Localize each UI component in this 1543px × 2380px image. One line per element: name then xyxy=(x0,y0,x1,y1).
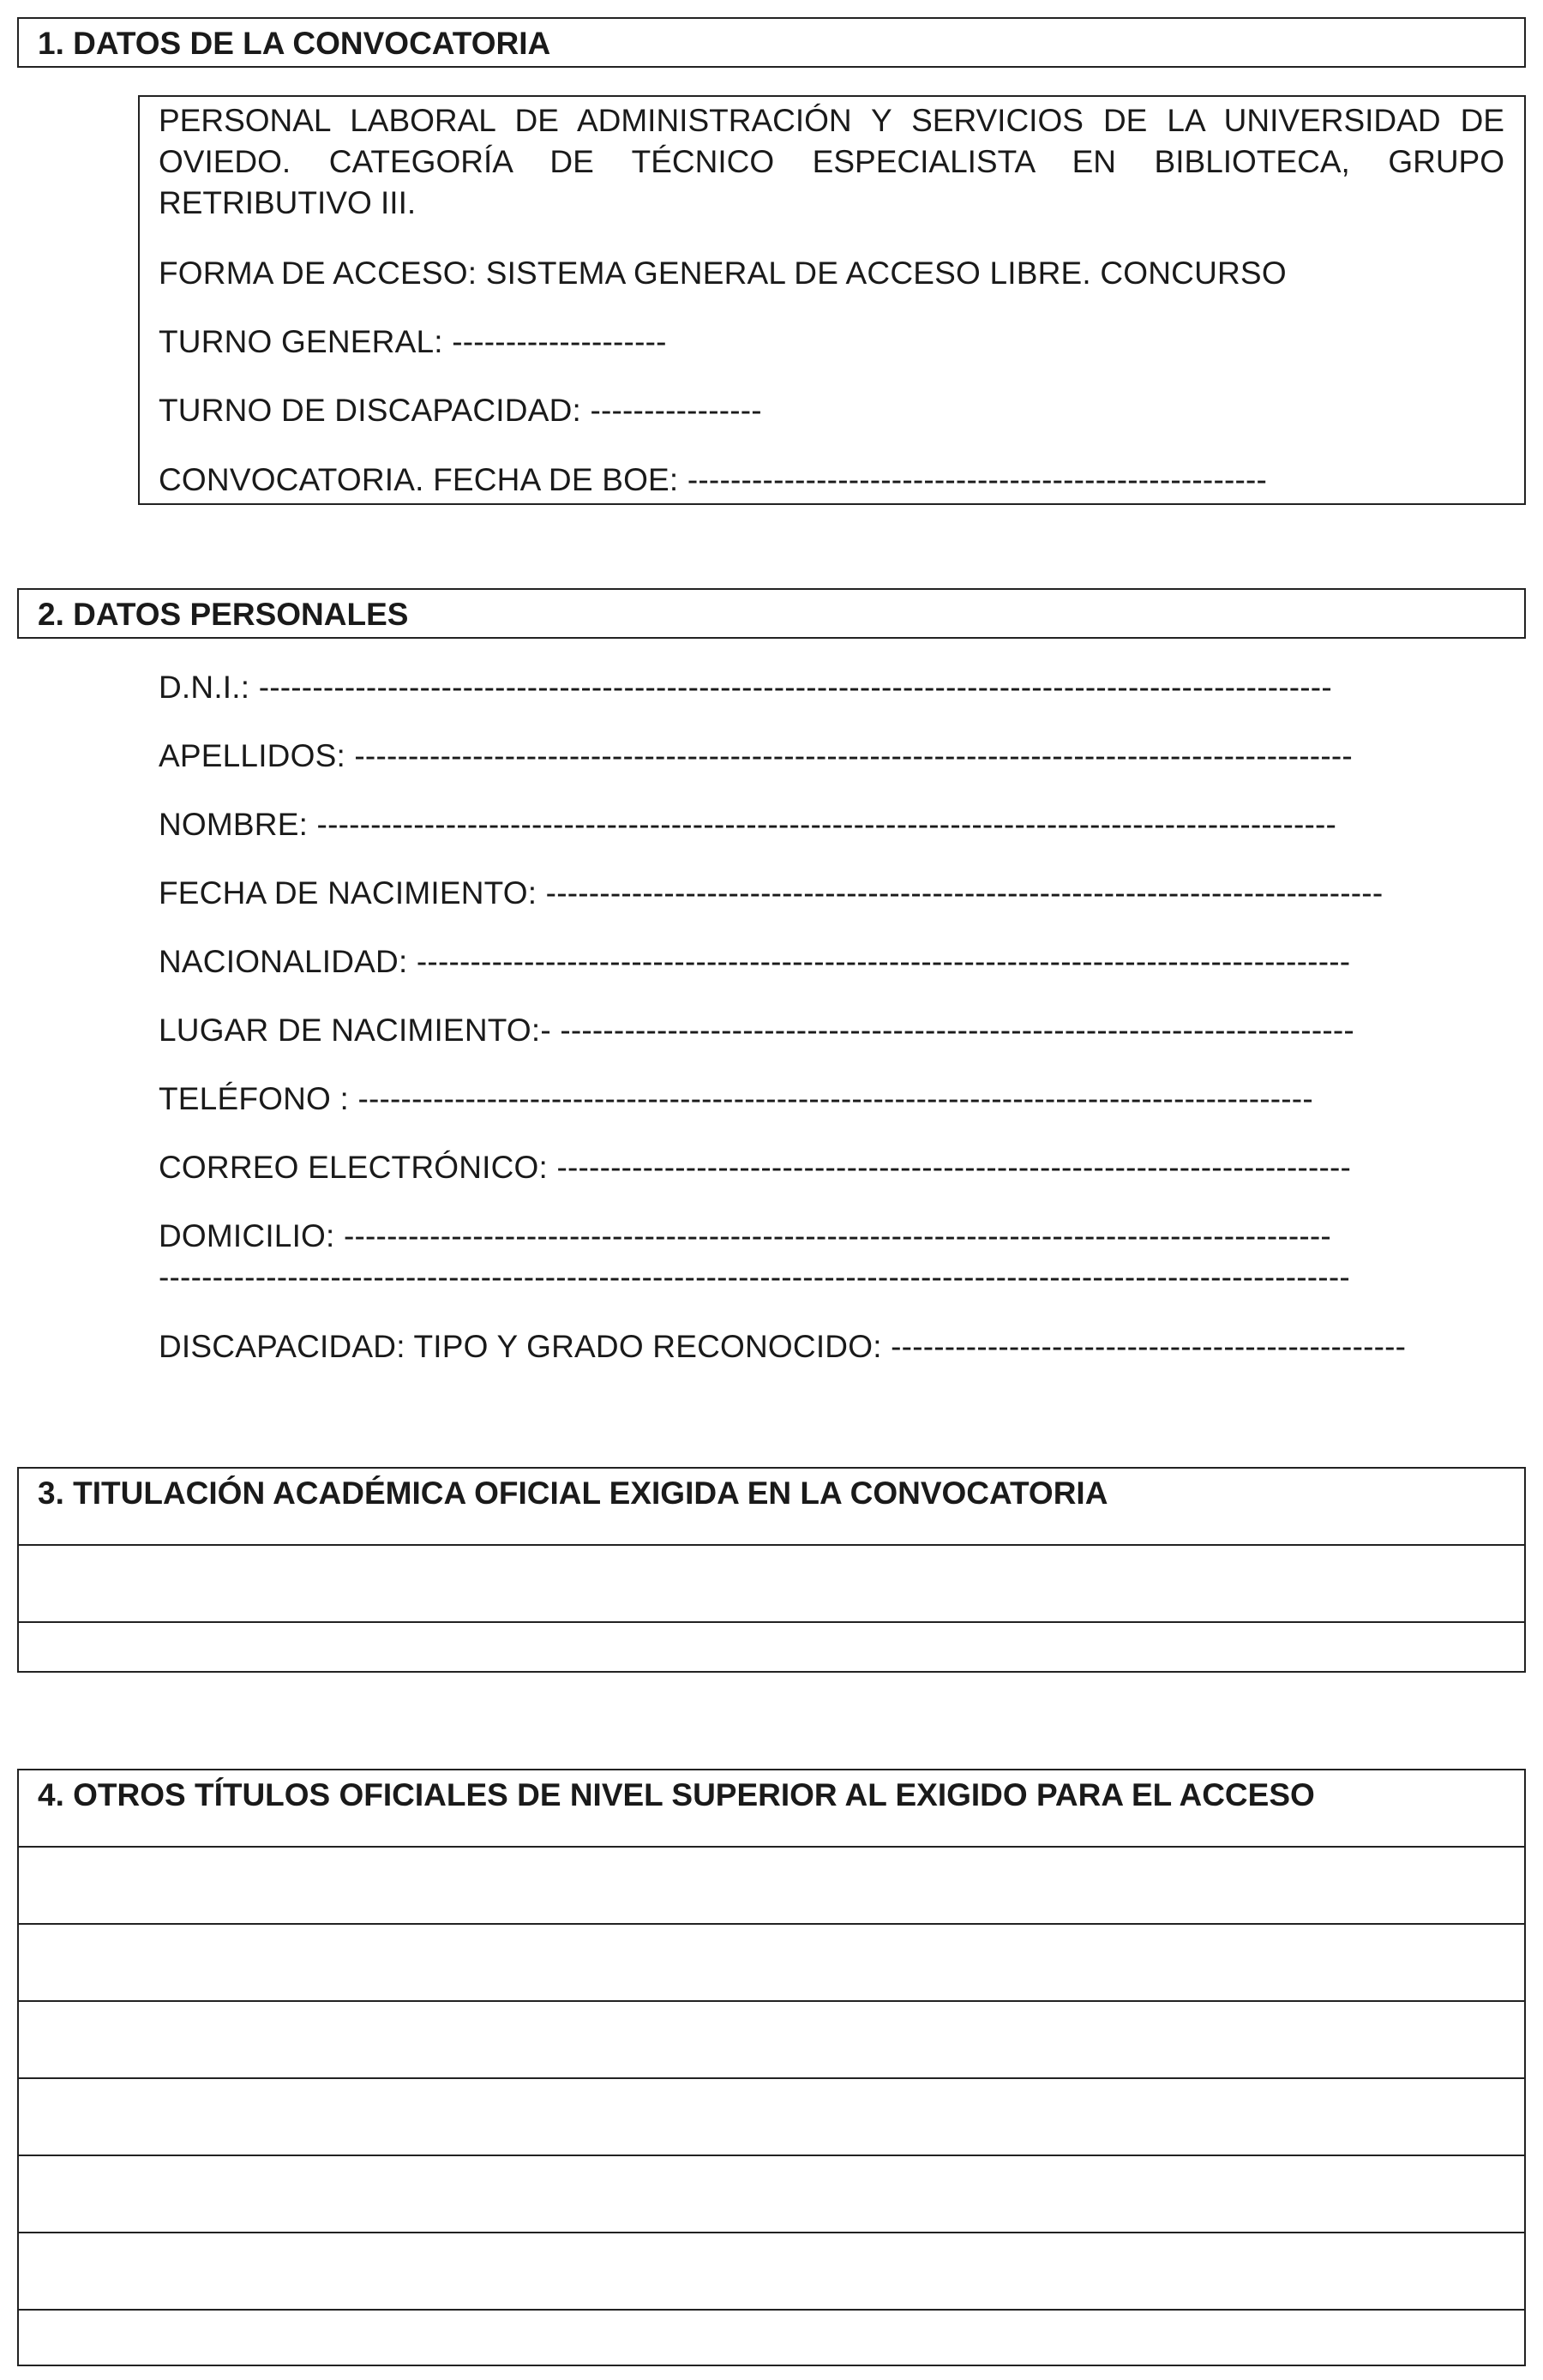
section-3-table xyxy=(17,1467,1526,1673)
section-1-title: 1. DATOS DE LA CONVOCATORIA xyxy=(38,26,551,61)
correo-electronico-field[interactable]: CORREO ELECTRÓNICO: -------------------------------------------------------------------------- xyxy=(159,1150,1352,1185)
otros-titulos-row-3[interactable] xyxy=(19,2002,1524,2077)
otros-titulos-row-5[interactable] xyxy=(19,2156,1524,2232)
apellidos-field[interactable]: APELLIDOS: --------------------------------------------------------------------------------------------- xyxy=(159,738,1353,773)
nombre-field[interactable]: NOMBRE: ----------------------------------------------------------------------------------------------- xyxy=(159,807,1337,842)
convocatoria-description: PERSONAL LABORAL DE ADMINISTRACIÓN Y SERVICIOS DE LA UNIVERSIDAD DE OVIEDO. CATEGORÍA DE TÉCNICO ESPECIALISTA EN BIBLIOTECA, GRUPO RETRIBUTIVO III. xyxy=(159,103,1504,220)
turno-discapacidad-field[interactable]: TURNO DE DISCAPACIDAD: ---------------- xyxy=(159,393,762,428)
otros-titulos-row-7[interactable] xyxy=(19,2311,1524,2365)
otros-titulos-row-6[interactable] xyxy=(19,2233,1524,2309)
otros-titulos-row-2[interactable] xyxy=(19,1925,1524,2000)
section-4-table xyxy=(17,1769,1526,2366)
lugar-nacimiento-field[interactable]: LUGAR DE NACIMIENTO:- -------------------------------------------------------------------------- xyxy=(159,1013,1354,1048)
nacionalidad-field[interactable]: NACIONALIDAD: --------------------------------------------------------------------------------------- xyxy=(159,944,1351,979)
domicilio-field[interactable]: DOMICILIO: -------------------------------------------------------------------------------------------- xyxy=(159,1218,1331,1253)
section-1-header xyxy=(17,17,1526,68)
fecha-nacimiento-field[interactable]: FECHA DE NACIMIENTO: ------------------------------------------------------------------------------ xyxy=(159,875,1384,911)
domicilio-field-line2[interactable]: --------------------------------------------------------------------------------------------------------------- xyxy=(159,1259,1350,1295)
telefono-field[interactable]: TELÉFONO : ----------------------------------------------------------------------------------------- xyxy=(159,1081,1313,1116)
forma-acceso-field[interactable]: FORMA DE ACCESO: SISTEMA GENERAL DE ACCESO LIBRE. CONCURSO xyxy=(159,255,1287,291)
titulacion-entry-row-2[interactable] xyxy=(19,1623,1524,1671)
otros-titulos-row-4[interactable] xyxy=(19,2079,1524,2155)
section-3-title: 3. TITULACIÓN ACADÉMICA OFICIAL EXIGIDA EN LA CONVOCATORIA xyxy=(38,1475,1108,1511)
section-4-title: 4. OTROS TÍTULOS OFICIALES DE NIVEL SUPERIOR AL EXIGIDO PARA EL ACCESO xyxy=(38,1777,1315,1812)
fecha-boe-field[interactable]: CONVOCATORIA. FECHA DE BOE: ------------------------------------------------------ xyxy=(159,462,1268,497)
dni-field[interactable]: D.N.I.: ---------------------------------------------------------------------------------------------------- xyxy=(159,670,1332,705)
discapacidad-field[interactable]: DISCAPACIDAD: TIPO Y GRADO RECONOCIDO: ------------------------------------------------ xyxy=(159,1329,1407,1364)
turno-general-field[interactable]: TURNO GENERAL: -------------------- xyxy=(159,324,667,359)
titulacion-entry-row-1[interactable] xyxy=(19,1546,1524,1621)
section-2-title: 2. DATOS PERSONALES xyxy=(38,597,409,632)
section-2-header xyxy=(17,588,1526,639)
otros-titulos-row-1[interactable] xyxy=(19,1848,1524,1923)
convocatoria-details-box xyxy=(138,95,1526,505)
